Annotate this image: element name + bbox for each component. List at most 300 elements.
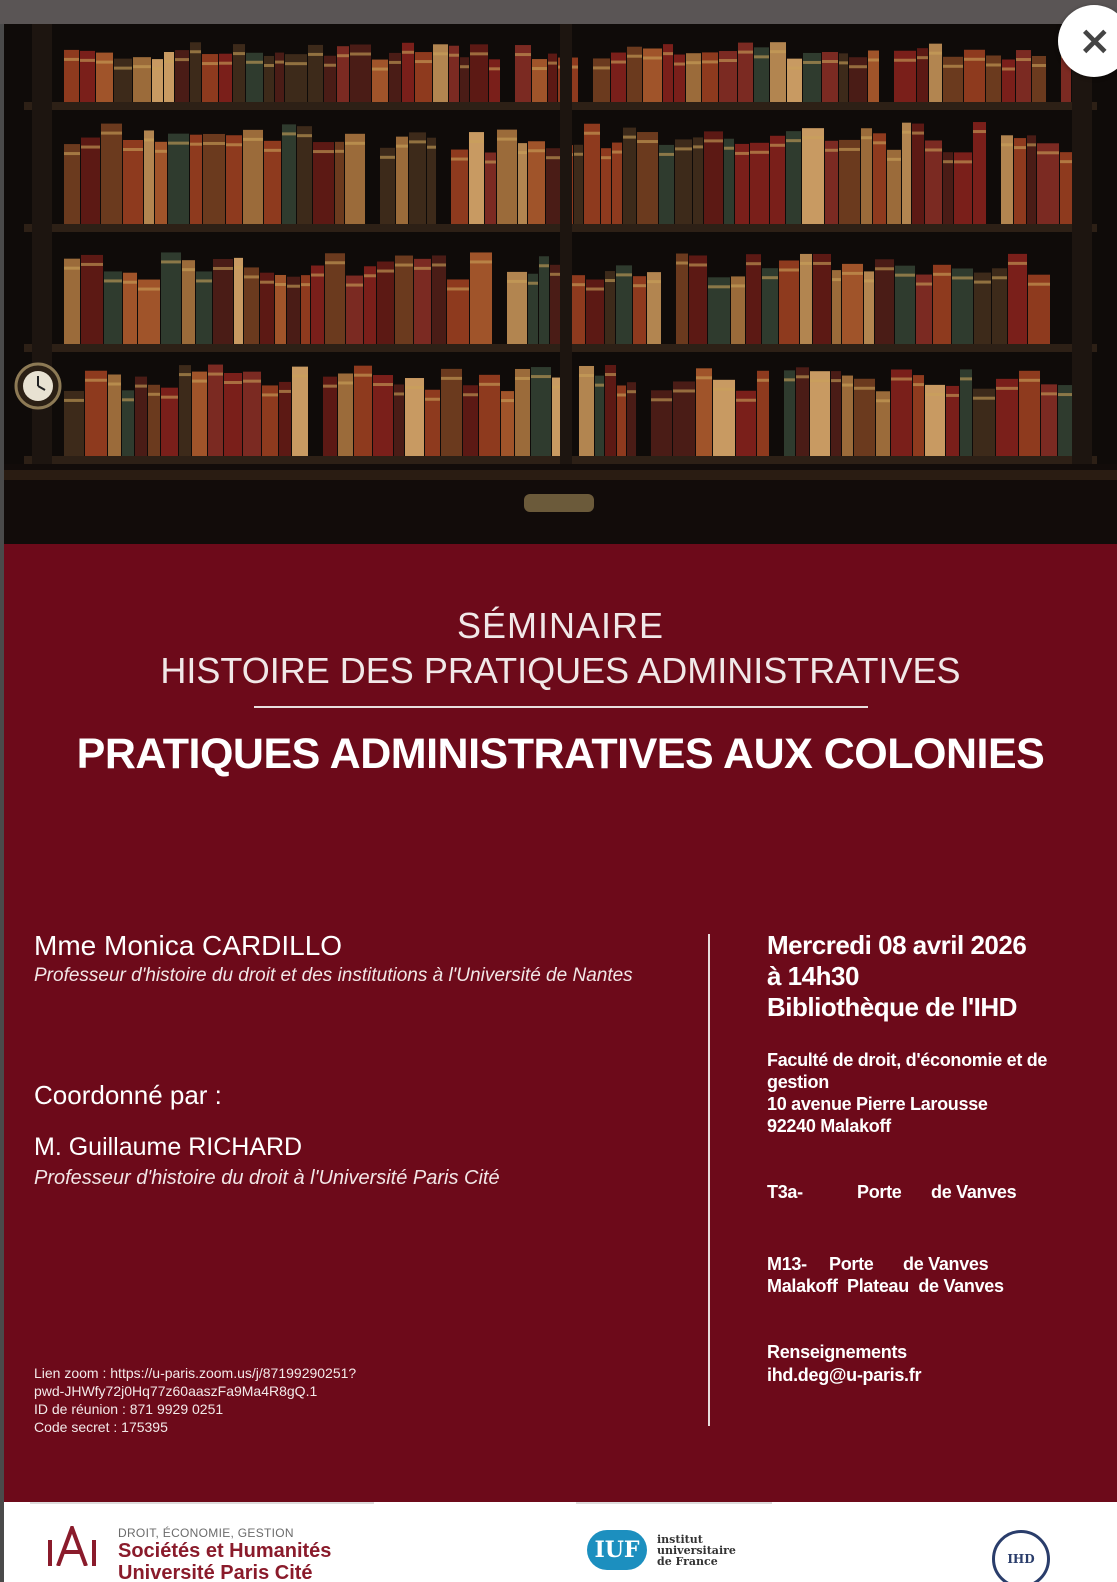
m13-line-label: M13-	[767, 1254, 807, 1274]
book-spine	[873, 133, 886, 224]
book-spine	[1001, 135, 1013, 224]
book-spine	[746, 254, 761, 344]
book-gilt-band	[279, 390, 291, 393]
ornament-icon	[524, 494, 594, 512]
book-gilt-band	[746, 262, 761, 265]
t3a-stop-porte: Porte	[857, 1182, 902, 1202]
book-gilt-band	[673, 389, 695, 392]
book-gilt-band	[164, 60, 174, 63]
seminar-label: SÉMINAIRE	[456, 605, 665, 646]
book-gilt-band	[377, 270, 394, 273]
bookshelf-illustration	[4, 24, 1117, 544]
coordinator-label: Coordonné par :	[34, 1080, 222, 1110]
book-gilt-band	[943, 160, 953, 163]
book-gilt-band	[233, 52, 245, 55]
book-gilt-band	[784, 378, 795, 381]
book-spine	[470, 252, 492, 344]
book-spine	[574, 145, 583, 224]
book-spine	[713, 380, 735, 456]
book-spine	[96, 53, 113, 102]
m13-stop-vanves: de Vanves	[903, 1254, 989, 1274]
book-gilt-band	[244, 275, 259, 278]
book-gilt-band	[770, 50, 786, 53]
book-gilt-band	[364, 274, 376, 277]
book-gilt-band	[839, 61, 848, 64]
book-gilt-band	[405, 386, 424, 389]
book-gilt-band	[325, 261, 345, 264]
book-gilt-band	[123, 148, 143, 151]
book-gilt-band	[929, 52, 942, 55]
shelf-post-right	[1072, 24, 1092, 464]
book-gilt-band	[64, 267, 80, 270]
book-gilt-band	[335, 150, 344, 153]
book-spine	[659, 145, 674, 224]
book-gilt-band	[292, 375, 308, 378]
book-spine	[902, 123, 911, 224]
book-gilt-band	[243, 380, 261, 383]
book-gilt-band	[1016, 58, 1031, 61]
book-spine	[704, 131, 723, 224]
book-spine	[389, 53, 401, 102]
book-gilt-band	[101, 132, 122, 135]
book-spine	[986, 55, 1001, 102]
book-spine	[292, 367, 308, 456]
book-gilt-band	[1019, 379, 1040, 382]
book-gilt-band	[81, 146, 100, 149]
book-gilt-band	[528, 282, 538, 285]
book-gilt-band	[704, 139, 723, 142]
book-gilt-band	[531, 375, 551, 378]
book-gilt-band	[992, 276, 1007, 279]
event-details-column	[767, 930, 1097, 1387]
book-gilt-band	[724, 147, 734, 150]
book-gilt-band	[196, 279, 212, 282]
book-spine	[912, 124, 924, 224]
book-spine	[275, 53, 284, 102]
book-gilt-band	[394, 392, 404, 395]
footer-rule-center	[576, 1502, 772, 1504]
book-gilt-band	[155, 150, 167, 153]
book-spine	[192, 372, 207, 456]
book-spine	[802, 128, 824, 224]
book-gilt-band	[861, 136, 872, 139]
book-spine	[528, 141, 545, 224]
book-spine	[114, 59, 132, 102]
book-spine	[64, 259, 80, 344]
book-gilt-band	[313, 150, 334, 153]
book-gilt-band	[647, 280, 661, 283]
book-gilt-band	[264, 64, 274, 67]
book-spine	[689, 255, 707, 344]
book-gilt-band	[686, 61, 701, 64]
book-spine	[213, 259, 233, 344]
book-gilt-band	[301, 283, 310, 286]
book-spine	[854, 379, 875, 456]
book-gilt-band	[1037, 151, 1059, 154]
book-gilt-band	[213, 267, 233, 270]
book-spine	[335, 142, 344, 224]
book-spine	[960, 369, 972, 456]
book-spine	[952, 268, 973, 344]
book-gilt-band	[825, 149, 838, 152]
book-gilt-band	[1002, 68, 1015, 71]
book-gilt-band	[425, 398, 440, 401]
book-gilt-band	[659, 153, 674, 156]
book-gilt-band	[373, 383, 393, 386]
book-gilt-band	[470, 52, 488, 55]
book-spine	[933, 265, 951, 344]
universite-paris-cite-logo	[44, 1526, 331, 1582]
book-spine	[839, 53, 848, 102]
book-gilt-band	[964, 58, 985, 61]
book-spine	[822, 52, 838, 102]
book-gilt-band	[337, 54, 349, 57]
book-spine	[750, 143, 769, 224]
book-gilt-band	[396, 145, 408, 148]
book-spine	[1014, 138, 1026, 224]
book-gilt-band	[175, 58, 189, 61]
book-gilt-band	[627, 390, 636, 393]
book-gilt-band	[996, 387, 1018, 390]
book-gilt-band	[925, 148, 942, 151]
up-faculty: Sociétés et Humanités	[118, 1540, 332, 1562]
book-spine	[849, 57, 867, 102]
book-spine	[800, 254, 812, 344]
partner-logos-footer	[4, 1502, 1117, 1582]
speaker-role: Professeur d'histoire du droit et des institutions à l'Université de Nantes	[34, 965, 633, 986]
coordinator-role: Professeur d'histoire du droit à l'Université Paris Cité	[34, 1167, 500, 1189]
book-gilt-band	[617, 393, 626, 396]
book-gilt-band	[876, 399, 890, 402]
book-spine	[168, 134, 189, 224]
book-spine	[623, 128, 636, 224]
book-spine	[264, 141, 281, 224]
zoom-meeting-id: ID de réunion : 871 9929 0251	[34, 1401, 224, 1417]
zoom-link-line1[interactable]: Lien zoom : https://u-paris.zoom.us/j/87199290251?	[34, 1365, 357, 1381]
book-gilt-band	[324, 64, 336, 67]
book-gilt-band	[427, 146, 436, 149]
book-gilt-band	[627, 55, 642, 58]
address-line3: 92240 Malakoff	[767, 1116, 891, 1136]
book-gilt-band	[1027, 143, 1036, 146]
book-spine	[108, 375, 121, 456]
book-spine	[208, 365, 223, 456]
book-gilt-band	[894, 59, 916, 62]
book-spine	[842, 264, 863, 344]
shelf-post-center	[560, 24, 572, 464]
book-gilt-band	[372, 68, 388, 71]
speaker-column	[34, 929, 674, 1191]
book-gilt-band	[643, 56, 662, 59]
address-line1: Faculté de droit, d'économie et de gestion	[767, 1050, 1048, 1092]
book-spine	[282, 124, 296, 224]
book-spine	[612, 143, 622, 224]
book-gilt-band	[601, 156, 611, 159]
book-spine	[605, 365, 616, 456]
book-spine	[861, 128, 872, 224]
book-gilt-band	[224, 381, 242, 384]
book-gilt-band	[203, 142, 225, 145]
book-gilt-band	[479, 383, 500, 386]
book-spine	[842, 376, 853, 456]
book-gilt-band	[246, 61, 263, 64]
book-gilt-band	[595, 384, 604, 387]
book-spine	[810, 371, 830, 456]
book-gilt-band	[539, 264, 549, 267]
book-gilt-band	[432, 263, 446, 266]
coordinator-name: M. Guillaume RICHARD	[34, 1133, 303, 1161]
book-gilt-band	[954, 160, 972, 163]
book-spine	[354, 366, 372, 456]
book-spine	[784, 370, 795, 456]
book-gilt-band	[637, 140, 658, 143]
book-spine	[460, 57, 469, 102]
book-spine	[595, 376, 604, 456]
close-icon: ×	[1078, 18, 1112, 64]
contact-label: Renseignements	[767, 1342, 907, 1362]
iuf-line2: universitaire	[657, 1543, 736, 1557]
book-gilt-band	[875, 267, 894, 270]
book-gilt-band	[308, 53, 323, 56]
book-gilt-band	[1032, 64, 1046, 67]
book-gilt-band	[708, 285, 730, 288]
book-spine	[81, 138, 100, 224]
book-spine	[813, 254, 831, 344]
book-gilt-band	[973, 397, 995, 400]
book-gilt-band	[441, 377, 462, 380]
book-gilt-band	[651, 398, 672, 401]
address-line2: 10 avenue Pierre Larousse	[767, 1094, 988, 1114]
book-spine	[676, 254, 688, 344]
book-spine	[779, 260, 799, 344]
book-spine	[1019, 371, 1040, 456]
book-gilt-band	[190, 50, 201, 53]
transit-m13	[767, 1253, 1097, 1275]
contact-email[interactable]: ihd.deg@u-paris.fr	[767, 1365, 922, 1385]
book-gilt-band	[350, 53, 371, 56]
book-gilt-band	[64, 58, 79, 61]
book-spine	[155, 142, 167, 224]
book-spine	[611, 53, 626, 102]
book-gilt-band	[952, 276, 973, 279]
book-gilt-band	[108, 383, 121, 386]
book-gilt-band	[80, 59, 95, 62]
book-gilt-band	[868, 59, 879, 62]
iuf-text	[657, 1534, 736, 1567]
book-spine	[1032, 56, 1046, 102]
book-spine	[762, 268, 778, 344]
book-spine	[686, 53, 701, 102]
iuf-line3: de France	[657, 1554, 718, 1568]
iuf-badge-icon: IUF	[587, 1530, 647, 1570]
book-spine	[285, 54, 307, 102]
speaker-name: Mme Monica CARDILLO	[34, 930, 343, 961]
book-spine	[451, 150, 468, 224]
book-spine	[179, 365, 191, 456]
book-gilt-band	[345, 142, 365, 145]
book-spine	[64, 144, 80, 224]
book-gilt-band	[854, 387, 875, 390]
book-gilt-band	[1008, 262, 1027, 265]
book-gilt-band	[925, 393, 945, 396]
book-gilt-band	[842, 272, 863, 275]
book-gilt-band	[887, 158, 901, 161]
book-spine	[702, 52, 718, 102]
book-gilt-band	[663, 52, 673, 55]
book-gilt-band	[123, 281, 137, 284]
book-gilt-band	[190, 143, 202, 146]
book-gilt-band	[515, 377, 530, 380]
book-gilt-band	[574, 153, 583, 156]
book-gilt-band	[779, 268, 799, 271]
book-spine	[1016, 50, 1031, 102]
book-gilt-band	[497, 138, 517, 141]
book-spine	[757, 371, 769, 456]
t3a-stop-vanves: de Vanves	[931, 1182, 1017, 1202]
book-gilt-band	[415, 60, 432, 63]
book-gilt-band	[451, 158, 468, 161]
book-spine	[894, 51, 916, 102]
book-gilt-band	[104, 279, 122, 282]
book-spine	[313, 142, 334, 224]
book-gilt-band	[518, 151, 527, 154]
book-gilt-band	[770, 144, 785, 147]
book-spine	[786, 131, 801, 224]
book-spine	[584, 124, 600, 224]
book-gilt-band	[800, 262, 812, 265]
book-spine	[80, 51, 95, 102]
book-gilt-band	[234, 266, 243, 269]
book-spine	[244, 267, 259, 344]
book-gilt-band	[402, 51, 414, 54]
book-gilt-band	[64, 152, 80, 155]
book-gilt-band	[735, 152, 749, 155]
book-gilt-band	[297, 134, 312, 137]
book-spine	[825, 141, 838, 224]
column-divider	[708, 934, 710, 1426]
series-title: HISTOIRE DES PRATIQUES ADMINISTRATIVES	[160, 650, 961, 691]
book-gilt-band	[243, 138, 263, 141]
book-gilt-band	[802, 136, 824, 139]
book-gilt-band	[616, 273, 632, 276]
book-spine	[887, 150, 901, 224]
book-gilt-band	[605, 279, 615, 282]
book-gilt-band	[264, 149, 281, 152]
book-spine	[415, 52, 432, 102]
book-spine	[469, 132, 484, 224]
m13-line2: Malakoff Plateau de Vanves	[767, 1276, 1004, 1296]
book-spine	[427, 138, 436, 224]
book-gilt-band	[447, 287, 469, 290]
book-gilt-band	[389, 61, 401, 64]
address-block	[767, 1049, 1097, 1137]
book-spine	[964, 50, 985, 102]
book-spine	[297, 126, 312, 224]
book-spine	[601, 148, 611, 224]
book-gilt-band	[219, 62, 232, 65]
contact-block	[767, 1341, 1097, 1387]
book-gilt-band	[762, 276, 778, 279]
book-spine	[409, 132, 426, 224]
book-gilt-band	[579, 374, 594, 377]
book-gilt-band	[226, 143, 242, 146]
iuf-logo	[587, 1530, 736, 1570]
book-spine	[325, 253, 345, 344]
book-gilt-band	[974, 281, 991, 284]
book-gilt-band	[738, 51, 753, 54]
book-gilt-band	[674, 63, 685, 66]
book-spine	[161, 252, 181, 344]
book-spine	[219, 54, 232, 102]
book-spine	[377, 262, 394, 344]
book-gilt-band	[532, 67, 547, 70]
book-gilt-band	[719, 59, 737, 62]
book-gilt-band	[152, 67, 163, 70]
book-gilt-band	[507, 280, 527, 283]
book-spine	[380, 148, 395, 224]
book-gilt-band	[754, 55, 769, 58]
book-gilt-band	[138, 288, 160, 291]
transit-t3a	[767, 1181, 1097, 1203]
book-gilt-band	[161, 260, 181, 263]
book-gilt-band	[912, 132, 924, 135]
book-spine	[518, 143, 527, 224]
book-gilt-band	[676, 262, 688, 265]
book-spine	[831, 371, 841, 456]
book-gilt-band	[275, 283, 286, 286]
book-gilt-band	[463, 393, 478, 396]
book-gilt-band	[731, 284, 745, 287]
book-gilt-band	[586, 288, 604, 291]
book-spine	[234, 258, 243, 344]
book-gilt-band	[1001, 143, 1013, 146]
book-gilt-band	[179, 373, 191, 376]
book-gilt-band	[757, 379, 769, 382]
book-gilt-band	[831, 379, 841, 382]
book-spine	[373, 375, 393, 456]
book-spine	[515, 369, 530, 456]
book-gilt-band	[433, 52, 448, 55]
book-spine	[226, 135, 242, 224]
book-gilt-band	[891, 377, 912, 380]
book-spine	[432, 255, 446, 344]
book-spine	[913, 375, 924, 456]
book-gilt-band	[202, 62, 218, 65]
book-spine	[396, 137, 408, 224]
book-spine	[696, 368, 712, 456]
book-spine	[875, 259, 894, 344]
book-spine	[164, 52, 174, 102]
zoom-link-line2[interactable]: pwd-JHWfy72j0Hq77z60aaszFa9Ma4R8gQ.1	[34, 1383, 318, 1399]
book-gilt-band	[469, 140, 484, 143]
book-spine	[973, 122, 986, 224]
book-spine	[405, 378, 424, 456]
book-gilt-band	[133, 65, 151, 68]
book-gilt-band	[813, 262, 831, 265]
footer-rule-left	[30, 1502, 374, 1504]
book-spine	[324, 56, 336, 102]
book-spine	[616, 265, 632, 344]
bookshelf-photo	[4, 24, 1117, 544]
book-gilt-band	[338, 381, 353, 384]
book-spine	[832, 270, 841, 344]
book-spine	[133, 57, 151, 102]
book-gilt-band	[803, 61, 821, 64]
book-spine	[992, 268, 1007, 344]
book-gilt-band	[913, 383, 924, 386]
book-gilt-band	[192, 380, 207, 383]
book-gilt-band	[528, 149, 545, 152]
